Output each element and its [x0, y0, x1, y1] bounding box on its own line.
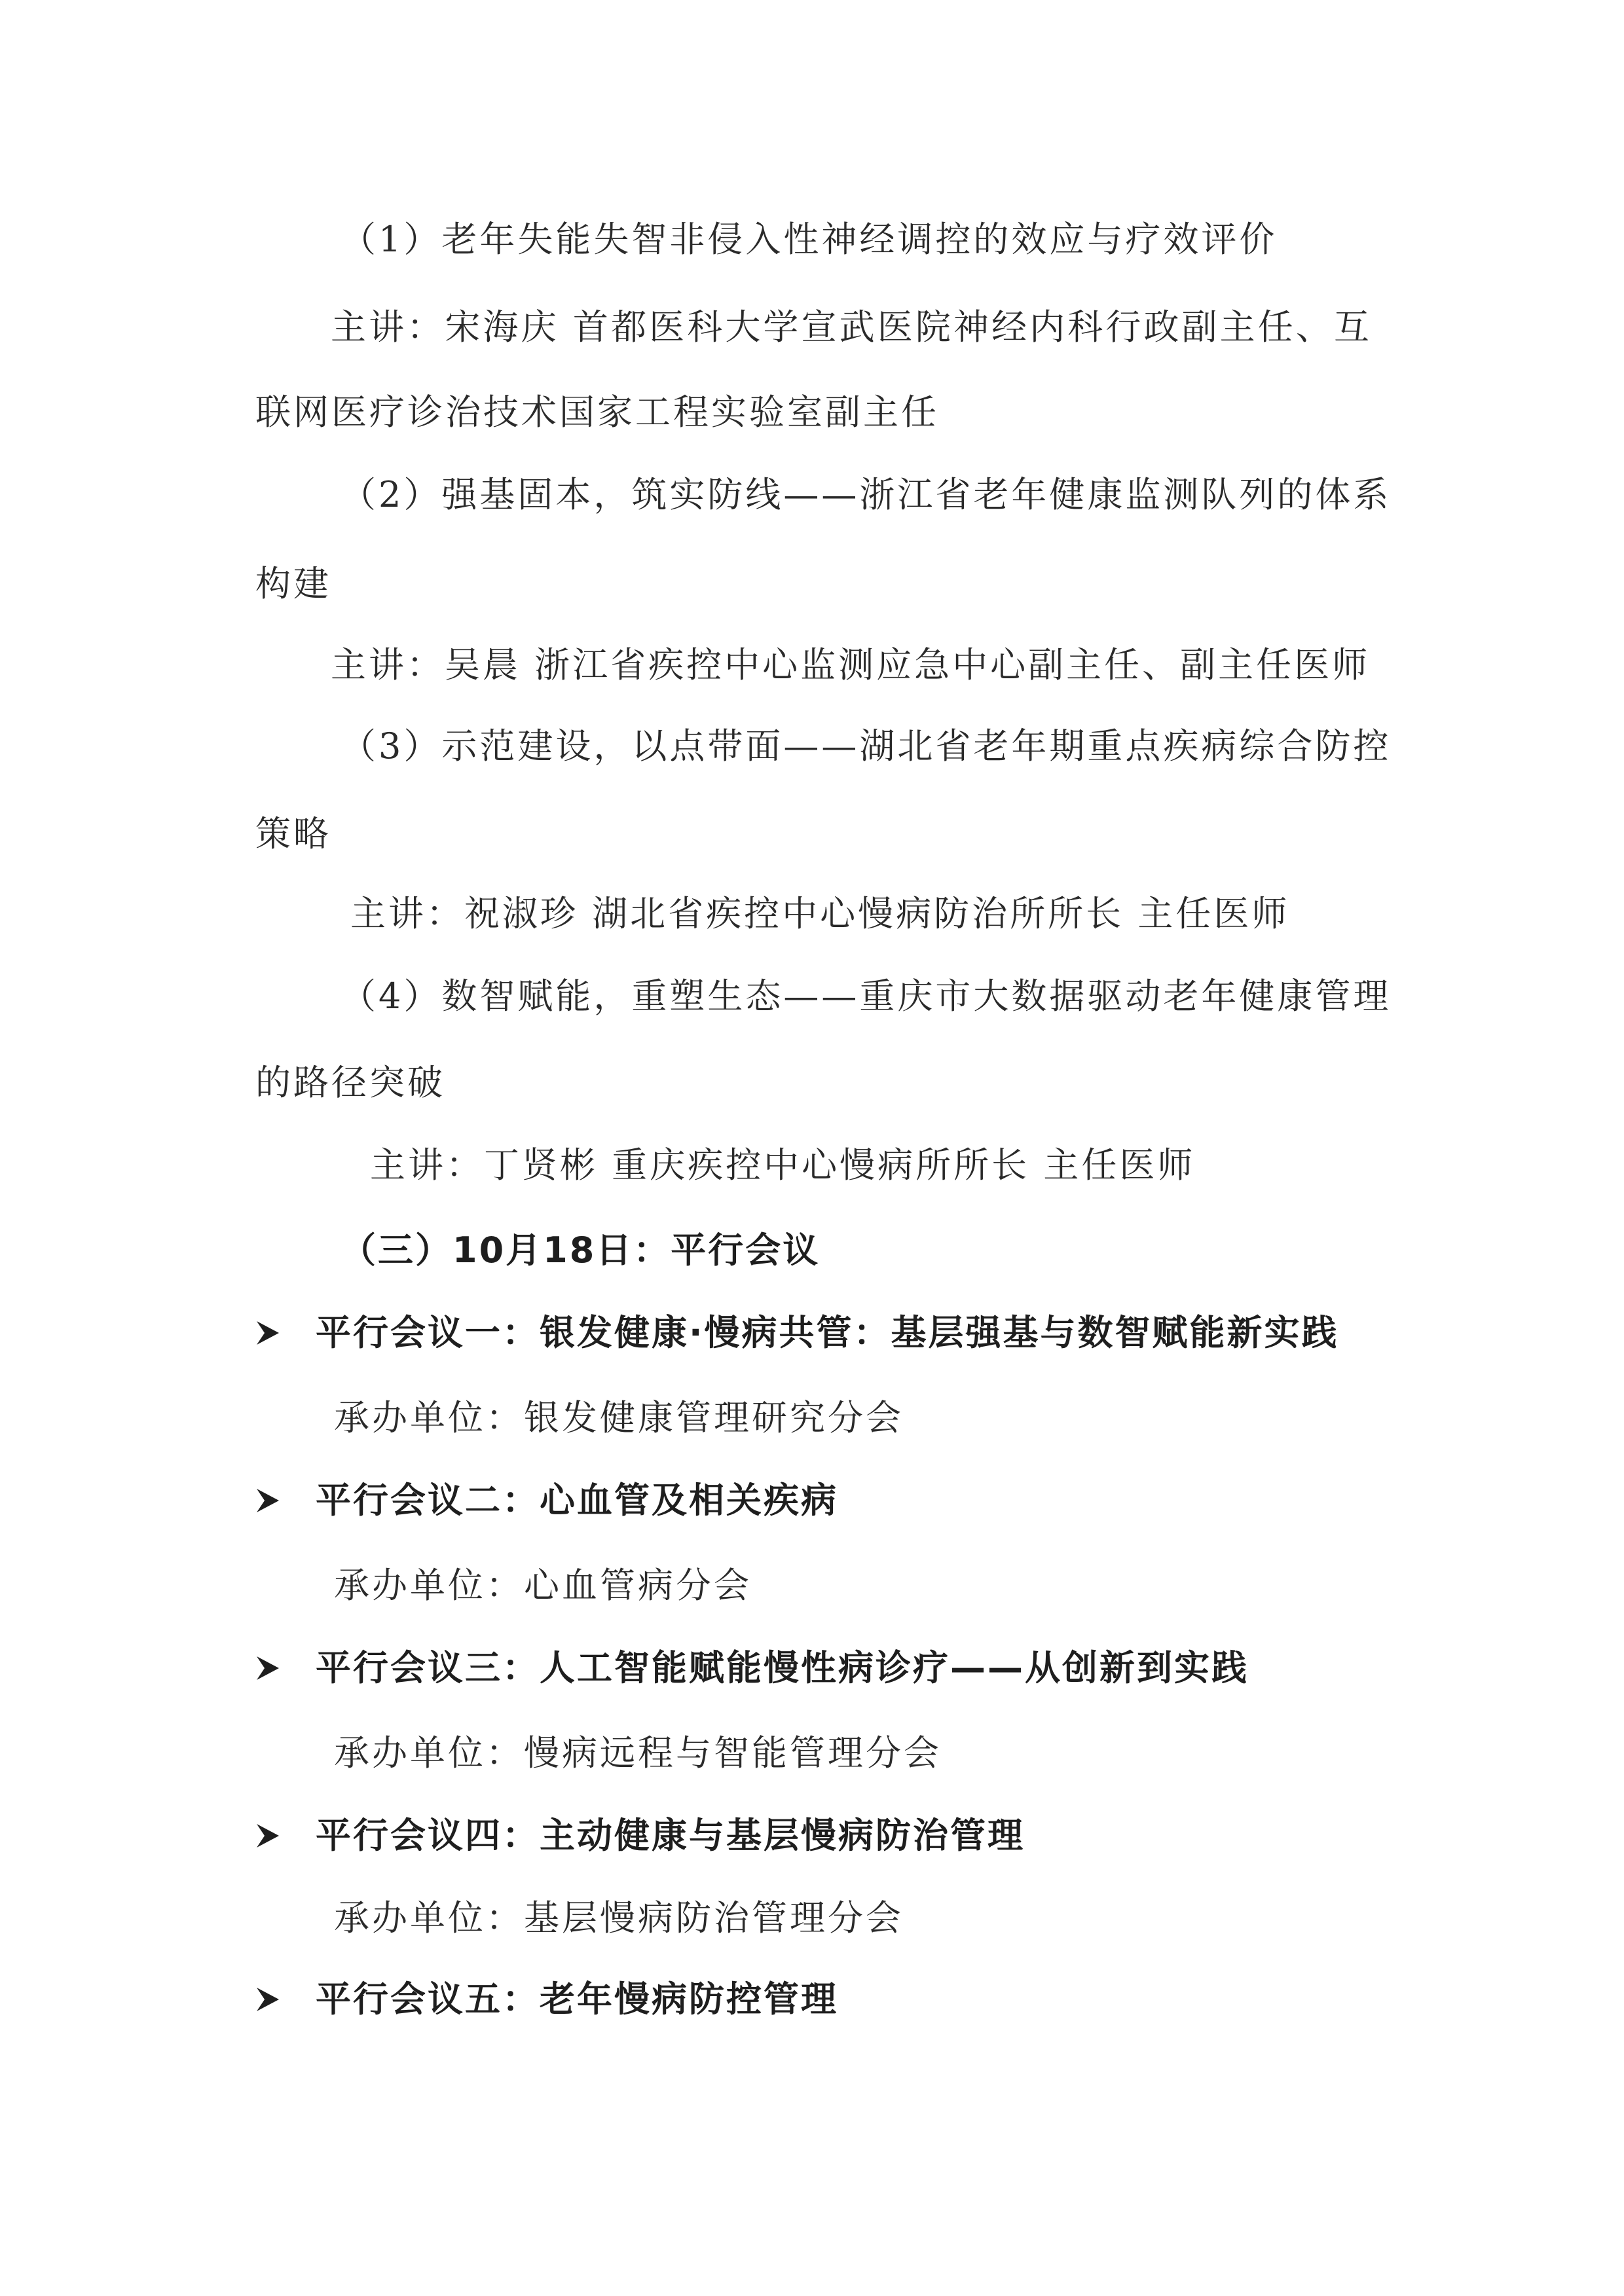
- host-unit-2: 承办单位：心血管病分会: [334, 1565, 752, 1606]
- talk-2-speaker: 主讲：吴晨 浙江省疾控中心监测应急中心副主任、副主任医师: [331, 644, 1371, 685]
- arrow-bullet-icon: [257, 1307, 283, 1359]
- talk-4-speaker: 主讲：丁贤彬 重庆疾控中心慢病所所长 主任医师: [370, 1144, 1196, 1186]
- talk-3-title: （3）示范建设，以点带面——湖北省老年期重点疾病综合防控: [341, 725, 1392, 767]
- talk-1-speaker: 主讲：宋海庆 首都医科大学宣武医院神经内科行政副主任、互: [331, 306, 1372, 348]
- talk-1-title: （1）老年失能失智非侵入性神经调控的效应与疗效评价: [341, 219, 1278, 260]
- host-unit-1: 承办单位：银发健康管理研究分会: [334, 1397, 904, 1438]
- talk-2-title: （2）强基固本，筑实防线——浙江省老年健康监测队列的体系: [341, 474, 1392, 515]
- parallel-session-3: 平行会议三：人工智能赋能慢性病诊疗——从创新到实践: [316, 1647, 1249, 1688]
- talk-1-speaker-cont: 联网医疗诊治技术国家工程实验室副主任: [255, 392, 939, 433]
- section-heading: （三）10月18日：平行会议: [341, 1230, 821, 1271]
- talk-4-title-cont: 的路径突破: [255, 1062, 445, 1103]
- host-unit-3: 承办单位：慢病远程与智能管理分会: [334, 1732, 942, 1774]
- talk-2-title-cont: 构建: [255, 563, 331, 604]
- arrow-bullet-icon: [257, 1474, 283, 1527]
- parallel-session-4: 平行会议四：主动健康与基层慢病防治管理: [316, 1815, 1025, 1856]
- arrow-bullet-icon: [257, 1973, 283, 2026]
- talk-3-title-cont: 策略: [255, 813, 331, 854]
- parallel-session-5: 平行会议五：老年慢病防控管理: [316, 1978, 838, 2020]
- arrow-bullet-icon: [257, 1642, 283, 1694]
- parallel-session-2: 平行会议二：心血管及相关疾病: [316, 1480, 838, 1521]
- talk-3-speaker: 主讲：祝淑珍 湖北省疾控中心慢病防治所所长 主任医师: [350, 893, 1290, 934]
- talk-4-title: （4）数智赋能，重塑生态——重庆市大数据驱动老年健康管理: [341, 975, 1392, 1017]
- parallel-session-1: 平行会议一：银发健康·慢病共管：基层强基与数智赋能新实践: [316, 1312, 1339, 1353]
- host-unit-4: 承办单位：基层慢病防治管理分会: [334, 1897, 904, 1939]
- arrow-bullet-icon: [257, 1810, 283, 1862]
